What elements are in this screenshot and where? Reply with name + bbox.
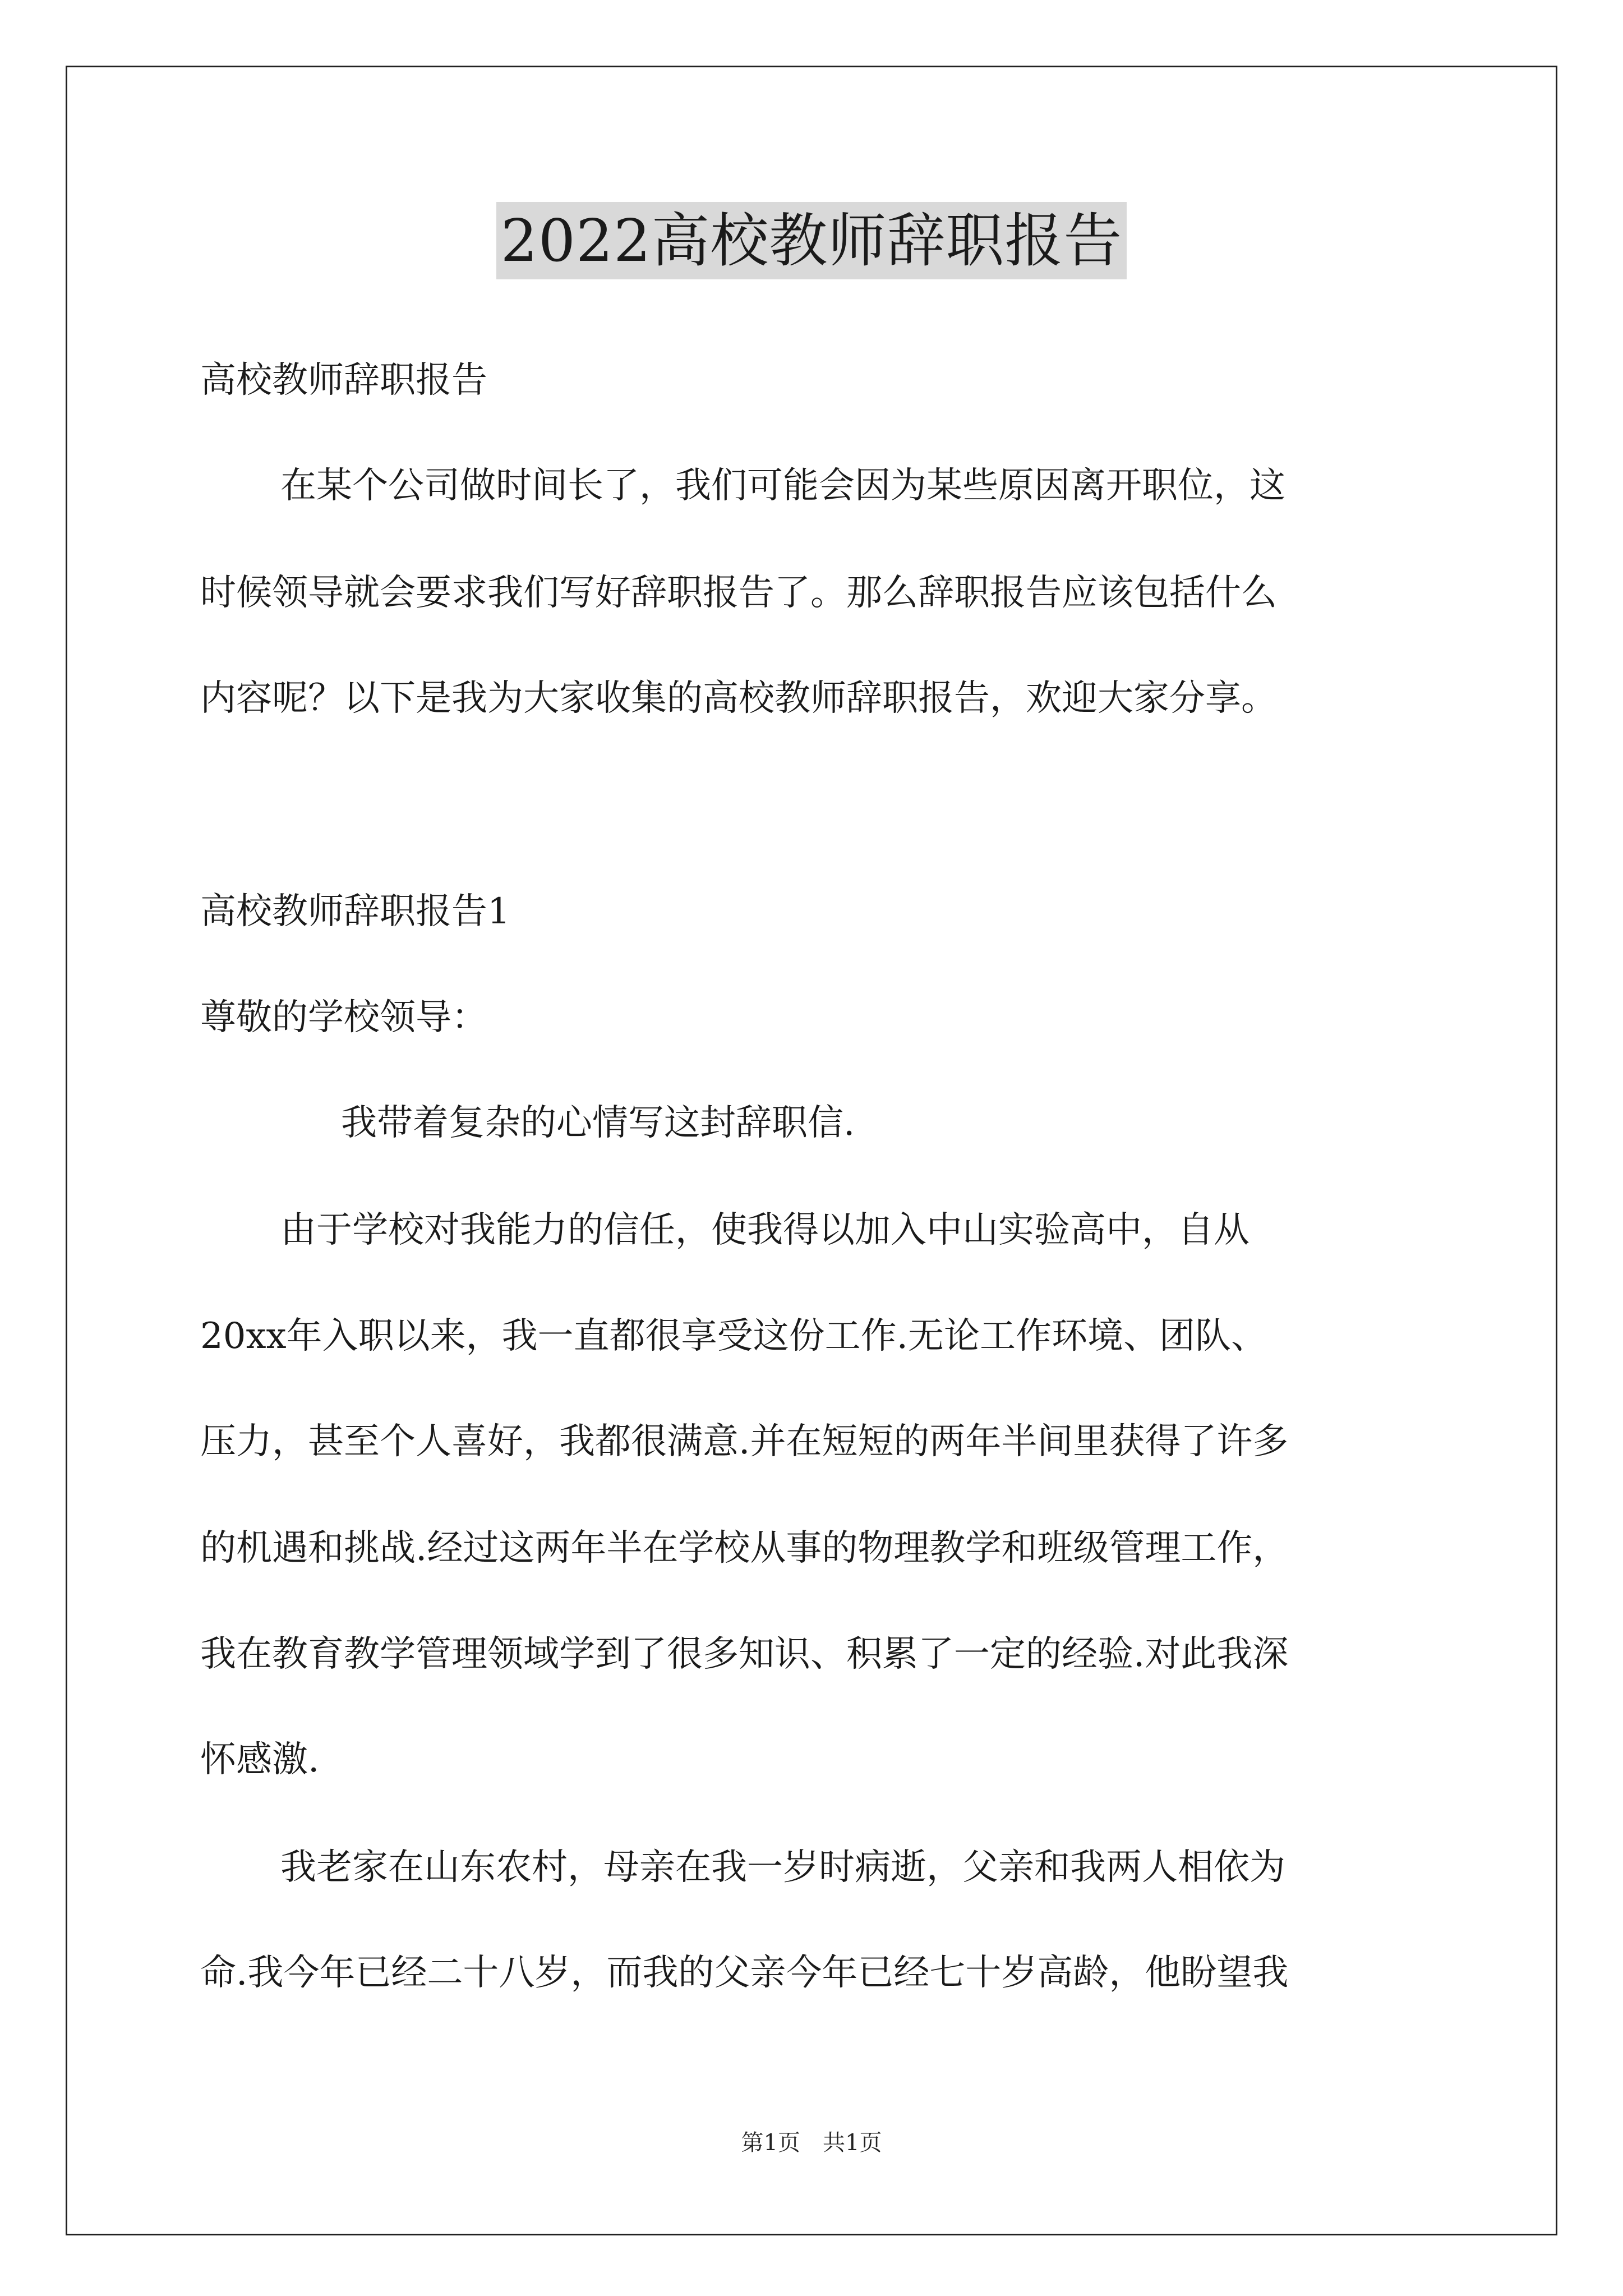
title-area — [0, 202, 1623, 279]
letter-line-6: 我在教育教学管理领域学到了很多知识、积累了一定的经验.对此我深 — [200, 1634, 1289, 1675]
intro-line-2: 时候领导就会要求我们写好辞职报告了。那么辞职报告应该包括什么 — [200, 572, 1277, 614]
letter-line-2: 由于学校对我能力的信任，使我得以加入中山实验高中，自从 — [280, 1209, 1249, 1251]
letter-line-1: 我带着复杂的心情写这封辞职信. — [341, 1102, 855, 1144]
letter-line-7: 怀感激. — [200, 1739, 320, 1780]
document-title: 2022高校教师辞职报告 — [496, 202, 1127, 279]
section-heading: 高校教师辞职报告1 — [200, 891, 510, 932]
page-footer: 第1页 共1页 — [741, 2130, 882, 2156]
letter-line-4: 压力，甚至个人喜好，我都很满意.并在短短的两年半间里获得了许多 — [200, 1421, 1289, 1462]
intro-line-3: 内容呢？以下是我为大家收集的高校教师辞职报告，欢迎大家分享。 — [200, 678, 1277, 719]
letter-line-5: 的机遇和挑战.经过这两年半在学校从事的物理教学和班级管理工作， — [200, 1527, 1289, 1569]
letter-line-9: 命.我今年已经二十八岁，而我的父亲今年已经七十岁高龄，他盼望我 — [200, 1952, 1289, 1994]
letter-line-8: 我老家在山东农村，母亲在我一岁时病逝，父亲和我两人相依为 — [280, 1847, 1285, 1888]
salutation: 尊敬的学校领导： — [200, 997, 487, 1038]
intro-line-1: 在某个公司做时间长了，我们可能会因为某些原因离开职位，这 — [280, 465, 1285, 507]
letter-line-3: 20xx年入职以来，我一直都很享受这份工作.无论工作环境、团队、 — [200, 1315, 1267, 1357]
subtitle: 高校教师辞职报告 — [200, 360, 487, 401]
